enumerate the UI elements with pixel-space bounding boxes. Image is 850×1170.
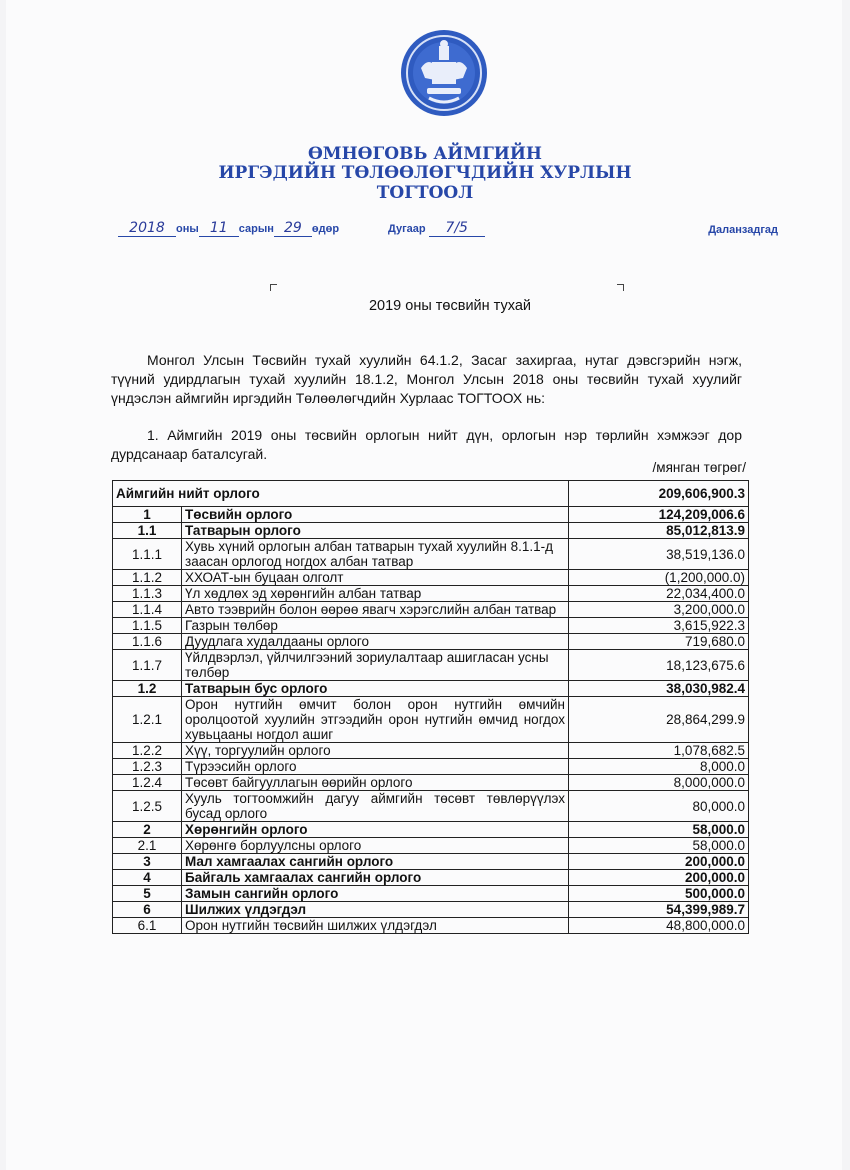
row-amount: 1,078,682.5 [569,743,749,759]
date-day: 29 [274,220,312,237]
row-code: 1.1 [113,523,182,539]
table-row [113,822,749,838]
total-value: 209,606,900.3 [569,481,749,507]
row-name: Хүү, торгуулийн орлого [182,743,569,759]
row-name: Орон нутгийн өмчит болон орон нутгийн өмчийн оролцоотой хуулийн этгээдийн орон нутгийн өмчид ногдох хувьцааны ногдол ашиг [182,697,569,743]
row-amount: 8,000,000.0 [569,775,749,791]
row-code: 3 [113,854,182,870]
row-code: 1 [113,507,182,523]
table-row [113,886,749,902]
date-year-suffix: оны [176,223,199,235]
row-name: Дуудлага худалдааны орлого [182,634,569,650]
table-row [113,697,749,743]
row-amount: 80,000.0 [569,791,749,822]
row-name: Мал хамгаалах сангийн орлого [182,854,569,870]
row-code: 4 [113,870,182,886]
row-amount: 28,864,299.9 [569,697,749,743]
row-name: Түрээсийн орлого [182,759,569,775]
table-row [113,759,749,775]
table-row [113,634,749,650]
row-amount: 8,000.0 [569,759,749,775]
row-code: 6.1 [113,918,182,934]
org-title-line1: ӨМНӨГОВЬ АЙМГИЙН [307,144,542,164]
row-name: Хөрөнгө борлуулсны орлого [182,838,569,854]
row-amount: 54,399,989.7 [569,902,749,918]
row-name: Төсвийн орлого [182,507,569,523]
row-name: Татварын бус орлого [182,681,569,697]
preamble-paragraph: Монгол Улсын Төсвийн тухай хуулийн 64.1.2, Засаг захиргаа, нутаг дэвсгэрийн нэгж, түүний удирдлагын тухай хуулийн 18.1.2, Монгол Улсын 2018 оны төсвийн тухай хуулийг үндэслэн аймгийн иргэдийн Төлөөлөгчдийн Хурлаас ТОГТООХ нь: [111,352,742,406]
row-amount: 58,000.0 [569,822,749,838]
row-amount: (1,200,000.0) [569,570,749,586]
row-code: 1.2.3 [113,759,182,775]
document-subject: 2019 оны төсвийн тухай [368,298,531,314]
org-title-line2: ИРГЭДИЙН ТӨЛӨӨЛӨГЧДИЙН ХУРЛЫН [218,163,632,183]
budget-table [112,480,749,934]
bracket-right [617,284,624,291]
row-amount: 48,800,000.0 [569,918,749,934]
table-row [113,539,749,570]
date-month: 11 [199,220,239,237]
table-row [113,650,749,681]
row-code: 1.1.7 [113,650,182,681]
row-code: 1.1.3 [113,586,182,602]
row-amount: 38,030,982.4 [569,681,749,697]
number-label: Дугаар [388,223,426,235]
table-row [113,870,749,886]
row-amount: 3,615,922.3 [569,618,749,634]
row-amount: 200,000.0 [569,870,749,886]
org-title-line3: ТОГТООЛ [376,183,474,203]
table-row [113,681,749,697]
resolution-item-1: 1. Аймгийн 2019 оны төсвийн орлогын нийт дүн, орлогын нэр төрлийн хэмжээг дор дурдсанаар баталсугай. [111,427,742,462]
row-code: 5 [113,886,182,902]
row-code: 6 [113,902,182,918]
table-row [113,507,749,523]
date-month-suffix: сарын [238,223,274,235]
table-row [113,602,749,618]
unit-label: /мянган төгрөг/ [652,460,746,475]
row-code: 1.1.2 [113,570,182,586]
row-name: Үл хөдлөх эд хөрөнгийн албан татвар [182,586,569,602]
table-row [113,838,749,854]
row-name: Хөрөнгийн орлого [182,822,569,838]
date-year: 2018 [118,220,176,237]
row-code: 1.2 [113,681,182,697]
row-amount: 18,123,675.6 [569,650,749,681]
table-row [113,523,749,539]
table-row [113,570,749,586]
table-row [113,775,749,791]
bracket-left [270,284,277,291]
row-amount: 22,034,400.0 [569,586,749,602]
row-amount: 500,000.0 [569,886,749,902]
table-row [113,918,749,934]
row-name: Үйлдвэрлэл, үйлчилгээний зориулалтаар ашигласан усны төлбөр [182,650,569,681]
row-code: 1.1.4 [113,602,182,618]
row-name: Авто тээврийн болон өөрөө явагч хэрэгслийн албан татвар [182,602,569,618]
place-name: Даланзадгад [708,224,778,236]
table-row [113,902,749,918]
row-name: Орон нутгийн төсвийн шилжих үлдэгдэл [182,918,569,934]
row-code: 1.1.6 [113,634,182,650]
number-value: 7/5 [429,220,485,237]
state-emblem-icon [399,28,489,118]
row-amount: 85,012,813.9 [569,523,749,539]
total-label: Аймгийн нийт орлого [113,481,569,507]
row-name: Төсөвт байгууллагын өөрийн орлого [182,775,569,791]
table-row [113,586,749,602]
row-name: Газрын төлбөр [182,618,569,634]
row-code: 1.2.4 [113,775,182,791]
row-code: 1.1.1 [113,539,182,570]
row-amount: 3,200,000.0 [569,602,749,618]
table-row [113,791,749,822]
row-code: 1.2.1 [113,697,182,743]
row-name: Татварын орлого [182,523,569,539]
row-name: Байгаль хамгаалах сангийн орлого [182,870,569,886]
row-code: 2 [113,822,182,838]
table-row [113,618,749,634]
row-code: 1.2.2 [113,743,182,759]
row-name: Хувь хүний орлогын албан татварын тухай хуулийн 8.1.1-д заасан орлогод ногдох албан татвар [182,539,569,570]
row-amount: 58,000.0 [569,838,749,854]
row-code: 2.1 [113,838,182,854]
row-name: Шилжих үлдэгдэл [182,902,569,918]
row-amount: 719,680.0 [569,634,749,650]
table-row [113,854,749,870]
row-name: Замын сангийн орлого [182,886,569,902]
date-day-suffix: өдөр [311,223,340,235]
row-amount: 200,000.0 [569,854,749,870]
row-name: Хууль тогтоомжийн дагуу аймгийн төсөвт төвлөрүүлэх бусад орлого [182,791,569,822]
row-amount: 124,209,006.6 [569,507,749,523]
row-amount: 38,519,136.0 [569,539,749,570]
table-row [113,743,749,759]
row-name: ХХОАТ-ын буцаан олголт [182,570,569,586]
row-code: 1.1.5 [113,618,182,634]
table-total-row [113,481,749,507]
row-code: 1.2.5 [113,791,182,822]
